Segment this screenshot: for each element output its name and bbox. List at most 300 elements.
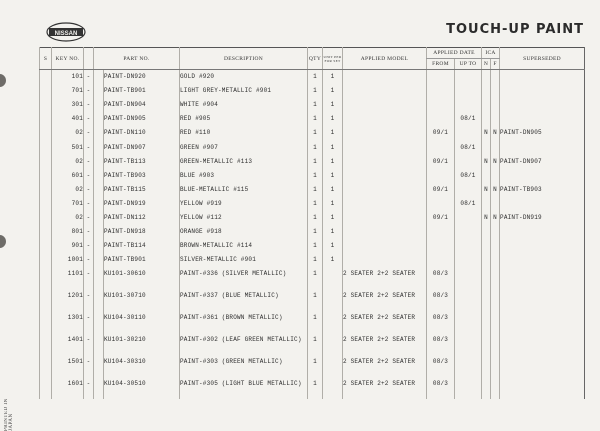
cell-up-to [455, 267, 482, 289]
cell-s [40, 126, 52, 140]
cell-from [427, 112, 455, 126]
cell-up-to [455, 98, 482, 112]
cell-dash: - [84, 239, 94, 253]
cell-up-to: 08/1 [455, 196, 482, 210]
cell-description: RED #110 [180, 126, 308, 140]
cell-n [482, 140, 491, 154]
cell-spacer [94, 112, 104, 126]
binder-hole-icon [0, 235, 6, 248]
cell-superseded [500, 225, 585, 239]
cell-applied-model [343, 253, 427, 267]
cell-dash: - [84, 112, 94, 126]
table-row [40, 333, 585, 355]
cell-n [482, 225, 491, 239]
cell-spacer [94, 311, 104, 333]
cell-spacer [94, 196, 104, 210]
cell-f [491, 168, 500, 182]
cell-spacer [94, 253, 104, 267]
cell-qty: 1 [308, 126, 323, 140]
cell-qty: 1 [308, 140, 323, 154]
cell-from: 08/3 [427, 289, 455, 311]
table-row [40, 98, 585, 112]
cell-dash: - [84, 126, 94, 140]
binder-hole-icon [0, 74, 6, 87]
col-description-header: DESCRIPTION [180, 48, 308, 70]
cell-dash: - [84, 70, 94, 84]
cell-from: 08/3 [427, 377, 455, 399]
cell-unit-per: 1 [323, 168, 343, 182]
table-row [40, 239, 585, 253]
cell-s [40, 140, 52, 154]
cell-f [491, 140, 500, 154]
cell-up-to [455, 182, 482, 196]
cell-from: 08/3 [427, 311, 455, 333]
cell-s [40, 98, 52, 112]
table-row [40, 253, 585, 267]
cell-up-to [455, 126, 482, 140]
cell-applied-model [343, 70, 427, 84]
table-row [40, 196, 585, 210]
cell-part-no: KU104-30110 [104, 311, 180, 333]
page-title: TOUCH-UP PAINT [446, 22, 584, 37]
cell-description: WHITE #904 [180, 98, 308, 112]
cell-f [491, 112, 500, 126]
cell-up-to [455, 225, 482, 239]
cell-qty: 1 [308, 84, 323, 98]
cell-up-to [455, 311, 482, 333]
cell-s [40, 333, 52, 355]
cell-qty: 1 [308, 182, 323, 196]
col-ica-header: ICA [482, 48, 500, 59]
cell-part-no: PAINT-TB113 [104, 154, 180, 168]
cell-key-no: 501 [52, 140, 84, 154]
cell-unit-per: 1 [323, 98, 343, 112]
cell-s [40, 225, 52, 239]
table-row [40, 168, 585, 182]
cell-superseded [500, 355, 585, 377]
cell-spacer [94, 168, 104, 182]
cell-f [491, 98, 500, 112]
cell-n [482, 267, 491, 289]
cell-description: YELLOW #112 [180, 210, 308, 224]
cell-dash: - [84, 84, 94, 98]
cell-part-no: PAINT-TB901 [104, 253, 180, 267]
cell-superseded [500, 239, 585, 253]
cell-part-no: PAINT-TB901 [104, 84, 180, 98]
cell-from: 08/3 [427, 267, 455, 289]
cell-description: PAINT-#302 (LEAF GREEN METALLIC) [180, 333, 308, 355]
cell-from [427, 239, 455, 253]
cell-key-no: 401 [52, 112, 84, 126]
cell-part-no: KU104-30510 [104, 377, 180, 399]
cell-superseded [500, 98, 585, 112]
cell-dash: - [84, 311, 94, 333]
cell-unit-per: 1 [323, 196, 343, 210]
cell-spacer [94, 289, 104, 311]
cell-description: SILVER-METALLIC #901 [180, 253, 308, 267]
table-row [40, 210, 585, 224]
cell-key-no: 02 [52, 154, 84, 168]
cell-n [482, 98, 491, 112]
cell-superseded [500, 253, 585, 267]
cell-description: GOLD #920 [180, 70, 308, 84]
cell-unit-per: 1 [323, 112, 343, 126]
cell-superseded [500, 267, 585, 289]
cell-description: BLUE #903 [180, 168, 308, 182]
cell-key-no: 1301 [52, 311, 84, 333]
cell-up-to [455, 333, 482, 355]
cell-s [40, 253, 52, 267]
cell-spacer [94, 377, 104, 399]
cell-superseded: PAINT-DN919 [500, 210, 585, 224]
cell-f [491, 267, 500, 289]
cell-qty: 1 [308, 70, 323, 84]
cell-f: N [491, 210, 500, 224]
cell-n [482, 70, 491, 84]
cell-f: N [491, 182, 500, 196]
cell-applied-model [343, 140, 427, 154]
cell-key-no: 1501 [52, 355, 84, 377]
cell-applied-model [343, 239, 427, 253]
cell-applied-model: 2 SEATER 2+2 SEATER [343, 289, 427, 311]
cell-s [40, 154, 52, 168]
cell-s [40, 267, 52, 289]
cell-from [427, 225, 455, 239]
cell-n [482, 333, 491, 355]
cell-part-no: PAINT-TB903 [104, 168, 180, 182]
cell-n: N [482, 210, 491, 224]
col-from-header: FROM [427, 59, 455, 70]
cell-n [482, 253, 491, 267]
cell-spacer [94, 225, 104, 239]
cell-key-no: 301 [52, 98, 84, 112]
cell-description: BROWN-METALLIC #114 [180, 239, 308, 253]
cell-n [482, 289, 491, 311]
cell-n [482, 377, 491, 399]
cell-dash: - [84, 140, 94, 154]
cell-description: LIGHT GREY-METALLIC #901 [180, 84, 308, 98]
cell-superseded [500, 333, 585, 355]
cell-part-no: PAINT-TB114 [104, 239, 180, 253]
cell-spacer [94, 98, 104, 112]
table-row [40, 126, 585, 140]
logo-text: NISSAN [54, 30, 78, 37]
cell-dash: - [84, 154, 94, 168]
cell-key-no: 101 [52, 70, 84, 84]
table-row [40, 267, 585, 289]
cell-up-to [455, 210, 482, 224]
cell-part-no: KU101-30210 [104, 333, 180, 355]
col-up-to-header: UP TO [455, 59, 482, 70]
cell-s [40, 168, 52, 182]
cell-description: PAINT-#305 (LIGHT BLUE METALLIC) [180, 377, 308, 399]
cell-unit-per [323, 267, 343, 289]
cell-n [482, 239, 491, 253]
cell-key-no: 701 [52, 196, 84, 210]
cell-applied-model: 2 SEATER 2+2 SEATER [343, 377, 427, 399]
table-row [40, 154, 585, 168]
cell-description: PAINT-#337 (BLUE METALLIC) [180, 289, 308, 311]
cell-spacer [94, 182, 104, 196]
cell-up-to [455, 355, 482, 377]
cell-part-no: PAINT-DN905 [104, 112, 180, 126]
cell-unit-per: 1 [323, 239, 343, 253]
cell-description: GREEN-METALLIC #113 [180, 154, 308, 168]
cell-s [40, 311, 52, 333]
cell-spacer [94, 210, 104, 224]
col-s-header: S [40, 48, 52, 70]
cell-description: PAINT-#336 (SILVER METALLIC) [180, 267, 308, 289]
cell-up-to [455, 154, 482, 168]
cell-dash: - [84, 210, 94, 224]
cell-description: GREEN #907 [180, 140, 308, 154]
cell-unit-per: 1 [323, 210, 343, 224]
cell-up-to: 08/1 [455, 140, 482, 154]
cell-unit-per [323, 311, 343, 333]
cell-applied-model: 2 SEATER 2+2 SEATER [343, 333, 427, 355]
cell-from: 08/3 [427, 355, 455, 377]
cell-qty: 1 [308, 311, 323, 333]
table-row [40, 377, 585, 399]
cell-from [427, 70, 455, 84]
col-applied-model-header: APPLIED MODEL [343, 48, 427, 70]
table-row [40, 225, 585, 239]
cell-n [482, 355, 491, 377]
cell-from [427, 196, 455, 210]
cell-s [40, 70, 52, 84]
cell-applied-model [343, 112, 427, 126]
cell-description: BLUE-METALLIC #115 [180, 182, 308, 196]
cell-key-no: 701 [52, 84, 84, 98]
cell-part-no: PAINT-DN907 [104, 140, 180, 154]
cell-f [491, 239, 500, 253]
cell-superseded [500, 289, 585, 311]
cell-n: N [482, 154, 491, 168]
cell-key-no: 601 [52, 168, 84, 182]
cell-n [482, 168, 491, 182]
cell-from: 09/1 [427, 210, 455, 224]
cell-f [491, 253, 500, 267]
cell-f: N [491, 154, 500, 168]
cell-qty: 1 [308, 112, 323, 126]
cell-applied-model [343, 98, 427, 112]
cell-applied-model [343, 168, 427, 182]
cell-qty: 1 [308, 333, 323, 355]
cell-part-no: PAINT-DN920 [104, 70, 180, 84]
cell-from: 09/1 [427, 126, 455, 140]
cell-spacer [94, 140, 104, 154]
cell-n [482, 84, 491, 98]
cell-unit-per: 1 [323, 225, 343, 239]
cell-unit-per [323, 333, 343, 355]
cell-dash: - [84, 168, 94, 182]
cell-f [491, 225, 500, 239]
cell-key-no: 1201 [52, 289, 84, 311]
cell-dash: - [84, 355, 94, 377]
cell-up-to [455, 377, 482, 399]
cell-key-no: 801 [52, 225, 84, 239]
cell-spacer [94, 239, 104, 253]
cell-part-no: PAINT-TB115 [104, 182, 180, 196]
cell-part-no: KU101-30710 [104, 289, 180, 311]
cell-n: N [482, 182, 491, 196]
cell-n [482, 112, 491, 126]
cell-unit-per: 1 [323, 70, 343, 84]
cell-spacer [94, 333, 104, 355]
cell-spacer [94, 267, 104, 289]
cell-qty: 1 [308, 225, 323, 239]
cell-qty: 1 [308, 154, 323, 168]
cell-f [491, 311, 500, 333]
cell-n: N [482, 126, 491, 140]
cell-dash: - [84, 333, 94, 355]
cell-unit-per: 1 [323, 126, 343, 140]
cell-qty: 1 [308, 355, 323, 377]
cell-dash: - [84, 98, 94, 112]
cell-superseded: PAINT-DN905 [500, 126, 585, 140]
cell-unit-per [323, 289, 343, 311]
cell-from: 08/3 [427, 333, 455, 355]
cell-s [40, 196, 52, 210]
cell-f [491, 377, 500, 399]
cell-from [427, 98, 455, 112]
cell-superseded [500, 196, 585, 210]
printed-in-japan-note: PRINTED IN JAPAN [4, 398, 14, 431]
col-part-no-header: PART NO. [94, 48, 180, 70]
cell-applied-model [343, 182, 427, 196]
cell-superseded: PAINT-TB903 [500, 182, 585, 196]
cell-unit-per: 1 [323, 253, 343, 267]
cell-applied-model [343, 84, 427, 98]
cell-qty: 1 [308, 239, 323, 253]
cell-dash: - [84, 225, 94, 239]
cell-spacer [94, 154, 104, 168]
cell-s [40, 355, 52, 377]
cell-key-no: 1601 [52, 377, 84, 399]
cell-description: PAINT-#361 (BROWN METALLIC) [180, 311, 308, 333]
cell-from [427, 253, 455, 267]
cell-up-to: 08/1 [455, 112, 482, 126]
cell-dash: - [84, 182, 94, 196]
cell-superseded [500, 377, 585, 399]
cell-f [491, 84, 500, 98]
cell-description: YELLOW #919 [180, 196, 308, 210]
cell-qty: 1 [308, 168, 323, 182]
cell-part-no: PAINT-DN110 [104, 126, 180, 140]
col-applied-date-header: APPLIED DATE [427, 48, 482, 59]
cell-spacer [94, 355, 104, 377]
cell-unit-per [323, 355, 343, 377]
cell-superseded [500, 84, 585, 98]
cell-qty: 1 [308, 210, 323, 224]
cell-description: PAINT-#303 (GREEN METALLIC) [180, 355, 308, 377]
cell-dash: - [84, 267, 94, 289]
cell-spacer [94, 70, 104, 84]
table-row [40, 182, 585, 196]
table-row [40, 140, 585, 154]
cell-dash: - [84, 289, 94, 311]
cell-key-no: 1101 [52, 267, 84, 289]
cell-from [427, 140, 455, 154]
cell-qty: 1 [308, 377, 323, 399]
cell-up-to [455, 253, 482, 267]
table-row [40, 289, 585, 311]
cell-s [40, 210, 52, 224]
cell-qty: 1 [308, 253, 323, 267]
cell-applied-model: 2 SEATER 2+2 SEATER [343, 267, 427, 289]
cell-key-no: 1401 [52, 333, 84, 355]
cell-qty: 1 [308, 267, 323, 289]
table-row [40, 311, 585, 333]
cell-from: 09/1 [427, 154, 455, 168]
col-f-header: F [491, 59, 500, 70]
col-key-no-header: KEY NO. [52, 48, 84, 70]
cell-dash: - [84, 196, 94, 210]
cell-up-to [455, 70, 482, 84]
cell-from: 09/1 [427, 182, 455, 196]
table-row [40, 355, 585, 377]
cell-applied-model [343, 154, 427, 168]
cell-dash: - [84, 253, 94, 267]
parts-table-body [40, 70, 585, 399]
cell-description: RED #905 [180, 112, 308, 126]
cell-key-no: 1001 [52, 253, 84, 267]
nissan-logo [46, 22, 86, 42]
cell-part-no: PAINT-DN919 [104, 196, 180, 210]
cell-s [40, 182, 52, 196]
cell-part-no: KU104-30310 [104, 355, 180, 377]
cell-applied-model [343, 126, 427, 140]
cell-spacer [94, 126, 104, 140]
cell-n [482, 311, 491, 333]
cell-description: ORANGE #918 [180, 225, 308, 239]
cell-up-to [455, 289, 482, 311]
cell-s [40, 377, 52, 399]
parts-table [39, 47, 585, 399]
cell-superseded: PAINT-DN907 [500, 154, 585, 168]
cell-from [427, 168, 455, 182]
cell-part-no: PAINT-DN112 [104, 210, 180, 224]
cell-s [40, 84, 52, 98]
cell-n [482, 196, 491, 210]
cell-part-no: PAINT-DN918 [104, 225, 180, 239]
cell-f [491, 289, 500, 311]
col-unit-per-header: UNIT PER FOR SET [323, 48, 343, 70]
cell-part-no: KU101-30610 [104, 267, 180, 289]
cell-s [40, 239, 52, 253]
cell-applied-model [343, 225, 427, 239]
cell-f [491, 333, 500, 355]
cell-spacer [94, 84, 104, 98]
cell-superseded [500, 311, 585, 333]
cell-unit-per: 1 [323, 84, 343, 98]
col-qty-header: QTY [308, 48, 323, 70]
cell-f [491, 196, 500, 210]
cell-from [427, 84, 455, 98]
cell-f: N [491, 126, 500, 140]
cell-key-no: 02 [52, 182, 84, 196]
col-n-header: N [482, 59, 491, 70]
cell-superseded [500, 70, 585, 84]
cell-unit-per: 1 [323, 140, 343, 154]
cell-s [40, 112, 52, 126]
cell-superseded [500, 112, 585, 126]
col-superseded-header: SUPERSEDED [500, 48, 585, 70]
col-blank-header [84, 48, 94, 70]
cell-up-to [455, 239, 482, 253]
cell-part-no: PAINT-DN904 [104, 98, 180, 112]
cell-key-no: 02 [52, 126, 84, 140]
